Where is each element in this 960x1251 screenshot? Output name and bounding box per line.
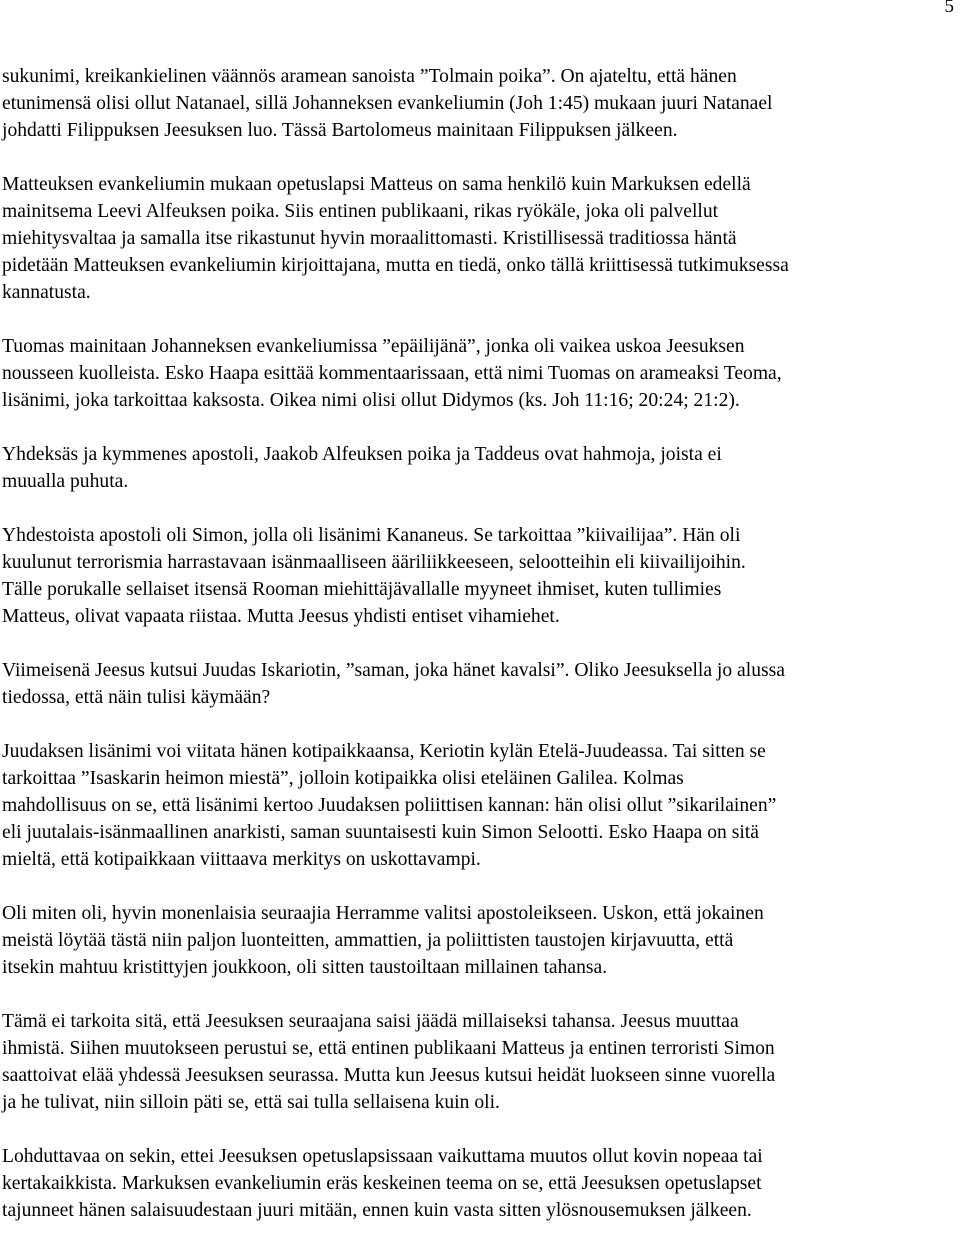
text-line: mainitsema Leevi Alfeuksen poika. Siis entinen publikaani, rikas ryökäle, joka oli palvellut <box>2 201 719 222</box>
paragraph <box>2 738 954 873</box>
paragraph <box>2 63 954 144</box>
text-line: tarkoittaa ”Isaskarin heimon miestä”, jolloin kotipaikka olisi eteläinen Galilea. Kolmas <box>2 768 684 789</box>
paragraph <box>2 171 954 306</box>
text-line: itsekin mahtuu kristittyjen joukkoon, oli sitten taustoiltaan millainen tahansa. <box>2 957 608 978</box>
text-line: pidetään Matteuksen evankeliumin kirjoittajana, mutta en tiedä, onko tällä kriittisessä tutkimuksessa <box>2 255 789 276</box>
paragraph <box>2 441 954 495</box>
text-line: kertakaikkista. Markuksen evankeliumin eräs keskeinen teema on se, että Jeesuksen opetuslapset <box>2 1173 762 1194</box>
paragraph <box>2 657 954 711</box>
text-line: lisänimi, joka tarkoittaa kaksosta. Oikea nimi olisi ollut Didymos (ks. Joh 11:16; 20:24; 21:2). <box>2 390 740 411</box>
text-line: Tämä ei tarkoita sitä, että Jeesuksen seuraajana saisi jäädä millaiseksi tahansa. Jeesus muuttaa <box>2 1011 739 1032</box>
text-line: Juudaksen lisänimi voi viitata hänen kotipaikkaansa, Keriotin kylän Etelä-Juudeassa. Tai sitten se <box>2 741 766 762</box>
text-line: Yhdestoista apostoli oli Simon, jolla oli lisänimi Kananeus. Se tarkoittaa ”kiivailijaa”. Hän oli <box>2 525 741 546</box>
text-line: ihmistä. Siihen muutokseen perustui se, että entinen publikaani Matteus ja entinen terroristi Simon <box>2 1038 775 1059</box>
text-line: mieltä, että kotipaikkaan viittaava merkitys on uskottavampi. <box>2 849 481 870</box>
text-line: meistä löytää tästä niin paljon luonteitten, ammattien, ja poliittisten taustojen kirjavuutta, että <box>2 930 734 951</box>
text-line: etunimensä olisi ollut Natanael, sillä Johanneksen evankeliumin (Joh 1:45) mukaan juuri Natanael <box>2 93 773 114</box>
paragraph <box>2 333 954 414</box>
text-line: Tälle porukalle sellaiset itsensä Rooman miehittäjävallalle myyneet ihmiset, kuten tullimies <box>2 579 722 600</box>
text-line: Lohduttavaa on sekin, ettei Jeesuksen opetuslapsissaan vaikuttama muutos ollut kovin nopeaa tai <box>2 1146 763 1167</box>
paragraph <box>2 1143 954 1224</box>
text-line: Tuomas mainitaan Johanneksen evankeliumissa ”epäilijänä”, jonka oli vaikea uskoa Jeesuksen <box>2 336 745 357</box>
text-line: saattoivat elää yhdessä Jeesuksen seurassa. Mutta kun Jeesus kutsui heidät luokseen sinne vuorella <box>2 1065 776 1086</box>
text-line: Matteuksen evankeliumin mukaan opetuslapsi Matteus on sama henkilö kuin Markuksen edellä <box>2 174 751 195</box>
document-body <box>2 63 954 1251</box>
text-line: miehitysvaltaa ja samalla itse rikastunut hyvin moraalittomasti. Kristillisessä traditiossa häntä <box>2 228 737 249</box>
text-line: Oli miten oli, hyvin monenlaisia seuraajia Herramme valitsi apostoleikseen. Uskon, että jokainen <box>2 903 764 924</box>
text-line: eli juutalais-isänmaallinen anarkisti, saman suuntaisesti kuin Simon Selootti. Esko Haapa on sitä <box>2 822 759 843</box>
text-line: kannatusta. <box>2 282 91 303</box>
paragraph <box>2 1008 954 1116</box>
text-line: mahdollisuus on se, että lisänimi kertoo Juudaksen poliittisen kannan: hän olisi ollut ”sikarilainen” <box>2 795 777 816</box>
text-line: nousseen kuolleista. Esko Haapa esittää kommentaarissaan, että nimi Tuomas on arameaksi Teoma, <box>2 363 782 384</box>
page-number: 5 <box>944 0 954 17</box>
text-line: tiedossa, että näin tulisi käymään? <box>2 687 271 708</box>
text-line: tajunneet hänen salaisuudestaan juuri mitään, ennen kuin vasta sitten ylösnousemuksen jälkeen. <box>2 1200 752 1221</box>
text-line: muualla puhuta. <box>2 471 129 492</box>
text-line: Matteus, olivat vapaata riistaa. Mutta Jeesus yhdisti entiset vihamiehet. <box>2 606 560 627</box>
text-line: sukunimi, kreikankielinen väännös aramean sanoista ”Tolmain poika”. On ajateltu, että hänen <box>2 66 737 87</box>
paragraph <box>2 522 954 630</box>
text-line: Viimeisenä Jeesus kutsui Juudas Iskariotin, ”saman, joka hänet kavalsi”. Oliko Jeesuksella jo alussa <box>2 660 785 681</box>
paragraph <box>2 900 954 981</box>
text-line: kuulunut terrorismia harrastavaan isänmaalliseen ääriliikkeeseen, selootteihin eli kiivailijoihin. <box>2 552 746 573</box>
text-line: ja he tulivat, niin silloin päti se, että sai tulla sellaisena kuin oli. <box>2 1092 500 1113</box>
text-line: johdatti Filippuksen Jeesuksen luo. Tässä Bartolomeus mainitaan Filippuksen jälkeen. <box>2 120 678 141</box>
text-line: Yhdeksäs ja kymmenes apostoli, Jaakob Alfeuksen poika ja Taddeus ovat hahmoja, joista ei <box>2 444 722 465</box>
